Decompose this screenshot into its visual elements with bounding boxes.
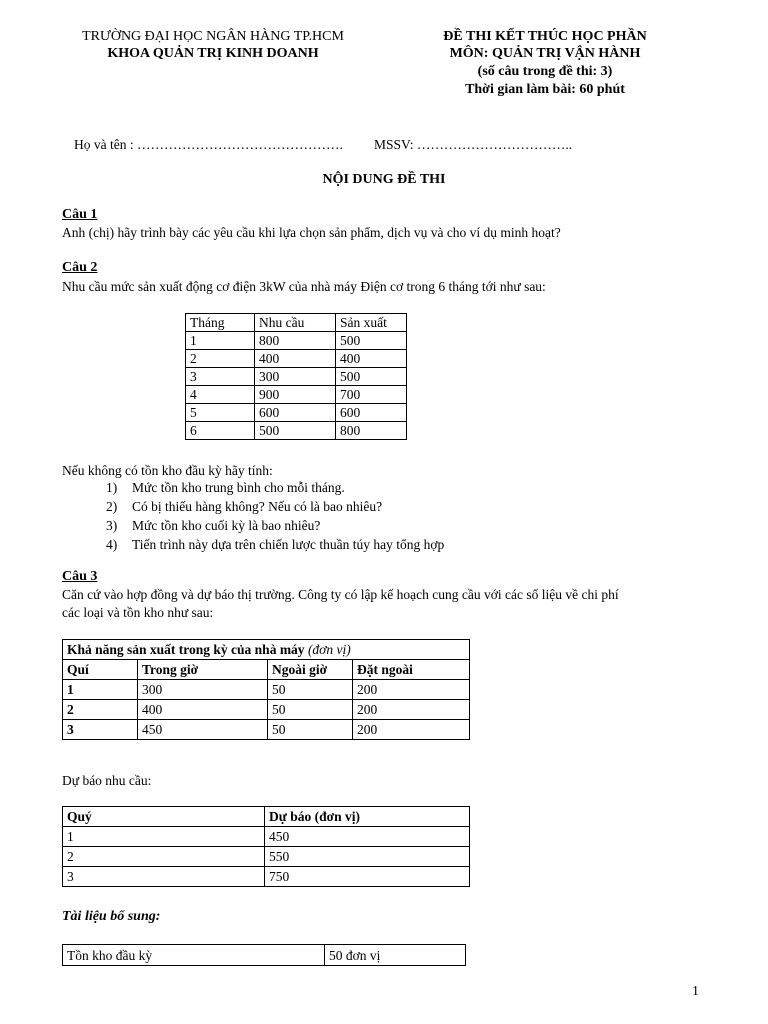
exam-duration: Thời gian làm bài: 60 phút — [465, 82, 625, 97]
table-cell: 3 — [186, 368, 255, 386]
table-row — [186, 404, 407, 422]
table-cell: 500 — [255, 422, 336, 440]
table-row — [63, 680, 470, 700]
forecast-table — [62, 806, 470, 887]
table-cell: 400 — [336, 350, 407, 368]
list-item — [106, 498, 444, 517]
table-cell: 300 — [255, 368, 336, 386]
table-header-cell: Ngoài giờ — [268, 660, 353, 680]
table-cell: 700 — [336, 386, 407, 404]
table-header-cell: Quý — [63, 807, 265, 827]
table-caption-row — [63, 640, 470, 660]
list-item-text: Mức tồn kho cuối kỳ là bao nhiêu? — [132, 518, 321, 533]
table-cell: 200 — [353, 680, 470, 700]
table-header-cell: Tháng — [186, 314, 255, 332]
exam-title: ĐỀ THI KẾT THÚC HỌC PHẦN — [443, 29, 647, 44]
table-cell: 5 — [186, 404, 255, 422]
table-cell: 2 — [186, 350, 255, 368]
table-row — [186, 386, 407, 404]
table-cell: 3 — [63, 867, 265, 887]
table-cell: 450 — [265, 827, 470, 847]
table-caption-unit: (đơn vị) — [307, 642, 351, 657]
table-cell: Tồn kho đầu kỳ — [63, 945, 325, 966]
table-header-cell: Trong giờ — [138, 660, 268, 680]
list-item — [106, 517, 444, 536]
demand-production-table — [185, 313, 407, 440]
forecast-label: Dự báo nhu cầu: — [62, 773, 152, 788]
table-row — [63, 945, 466, 966]
student-id-field: MSSV: …………………………….. — [374, 137, 573, 152]
table-cell: 600 — [336, 404, 407, 422]
question-3-text-line1: Căn cứ vào hợp đồng và dự báo thị trường. Công ty có lập kế hoạch cung cầu với các số liệu về chi phí — [62, 587, 619, 602]
table-cell: 450 — [138, 720, 268, 740]
supplement-table — [62, 944, 466, 966]
table-caption-text: Khả năng sản xuất trong kỳ của nhà máy — [67, 642, 305, 657]
question-2-text: Nhu cầu mức sản xuất động cơ điện 3kW của nhà máy Điện cơ trong 6 tháng tới như sau: — [62, 279, 546, 294]
table-cell: 800 — [336, 422, 407, 440]
table-cell: 50 đơn vị — [325, 945, 466, 966]
table-header-cell: Dự báo (đơn vị) — [265, 807, 470, 827]
list-item-number: 1) — [106, 480, 118, 495]
table-cell: 300 — [138, 680, 268, 700]
table-cell: 2 — [63, 847, 265, 867]
table-row — [63, 700, 470, 720]
question-1-text: Anh (chị) hãy trình bày các yêu cầu khi lựa chọn sản phẩm, dịch vụ và cho ví dụ minh hoạt? — [62, 225, 561, 240]
table-cell: 50 — [268, 720, 353, 740]
table-header-row — [186, 314, 407, 332]
table-cell: 500 — [336, 368, 407, 386]
table-header-row — [63, 660, 470, 680]
table-cell: 3 — [63, 720, 138, 740]
table-row — [63, 827, 470, 847]
table-row — [186, 422, 407, 440]
table-header-cell: Sản xuất — [336, 314, 407, 332]
supplement-label: Tài liệu bổ sung: — [62, 909, 161, 924]
table-row — [186, 368, 407, 386]
school-name: TRƯỜNG ĐẠI HỌC NGÂN HÀNG TP.HCM — [82, 29, 344, 44]
list-item-text: Mức tồn kho trung bình cho mỗi tháng. — [132, 480, 345, 495]
list-item-number: 3) — [106, 518, 118, 533]
table-cell: 800 — [255, 332, 336, 350]
question-1-title: Câu 1 — [62, 207, 98, 222]
table-cell: 900 — [255, 386, 336, 404]
question-2-list — [106, 479, 444, 555]
student-name-field: Họ và tên : ………………………………………. — [74, 137, 343, 152]
faculty-name: KHOA QUẢN TRỊ KINH DOANH — [107, 46, 319, 61]
table-cell: 1 — [63, 680, 138, 700]
list-item-text: Tiến trình này dựa trên chiến lược thuần túy hay tổng hợp — [132, 537, 445, 552]
list-item-text: Có bị thiếu hàng không? Nếu có là bao nhiêu? — [132, 499, 383, 514]
table-caption — [63, 640, 470, 660]
question-count: (số câu trong đề thi: 3) — [477, 64, 613, 79]
page-number: 1 — [692, 984, 699, 999]
table-row — [63, 867, 470, 887]
table-cell: 500 — [336, 332, 407, 350]
table-cell: 50 — [268, 700, 353, 720]
table-cell: 400 — [255, 350, 336, 368]
table-header-row — [63, 807, 470, 827]
table-cell: 750 — [265, 867, 470, 887]
table-cell: 550 — [265, 847, 470, 867]
question-2-intro: Nếu không có tồn kho đầu kỳ hãy tính: — [62, 463, 273, 478]
question-2-title: Câu 2 — [62, 260, 98, 275]
table-cell: 2 — [63, 700, 138, 720]
list-item — [106, 536, 444, 555]
table-header-cell: Nhu cầu — [255, 314, 336, 332]
table-cell: 1 — [186, 332, 255, 350]
list-item-number: 4) — [106, 537, 118, 552]
question-3-title: Câu 3 — [62, 569, 98, 584]
capacity-table — [62, 639, 470, 740]
table-cell: 200 — [353, 700, 470, 720]
table-header-cell: Đặt ngoài — [353, 660, 470, 680]
table-cell: 400 — [138, 700, 268, 720]
list-item-number: 2) — [106, 499, 118, 514]
table-header-cell: Quí — [63, 660, 138, 680]
table-cell: 600 — [255, 404, 336, 422]
table-row — [186, 350, 407, 368]
subject-name: MÔN: QUẢN TRỊ VẬN HÀNH — [449, 46, 641, 61]
table-cell: 200 — [353, 720, 470, 740]
list-item — [106, 479, 444, 498]
table-cell: 6 — [186, 422, 255, 440]
table-cell: 50 — [268, 680, 353, 700]
question-3-text-line2: các loại và tồn kho như sau: — [62, 605, 214, 620]
table-cell: 1 — [63, 827, 265, 847]
table-cell: 4 — [186, 386, 255, 404]
table-row — [63, 720, 470, 740]
table-row — [63, 847, 470, 867]
section-title: NỘI DUNG ĐỀ THI — [322, 172, 446, 187]
table-row — [186, 332, 407, 350]
